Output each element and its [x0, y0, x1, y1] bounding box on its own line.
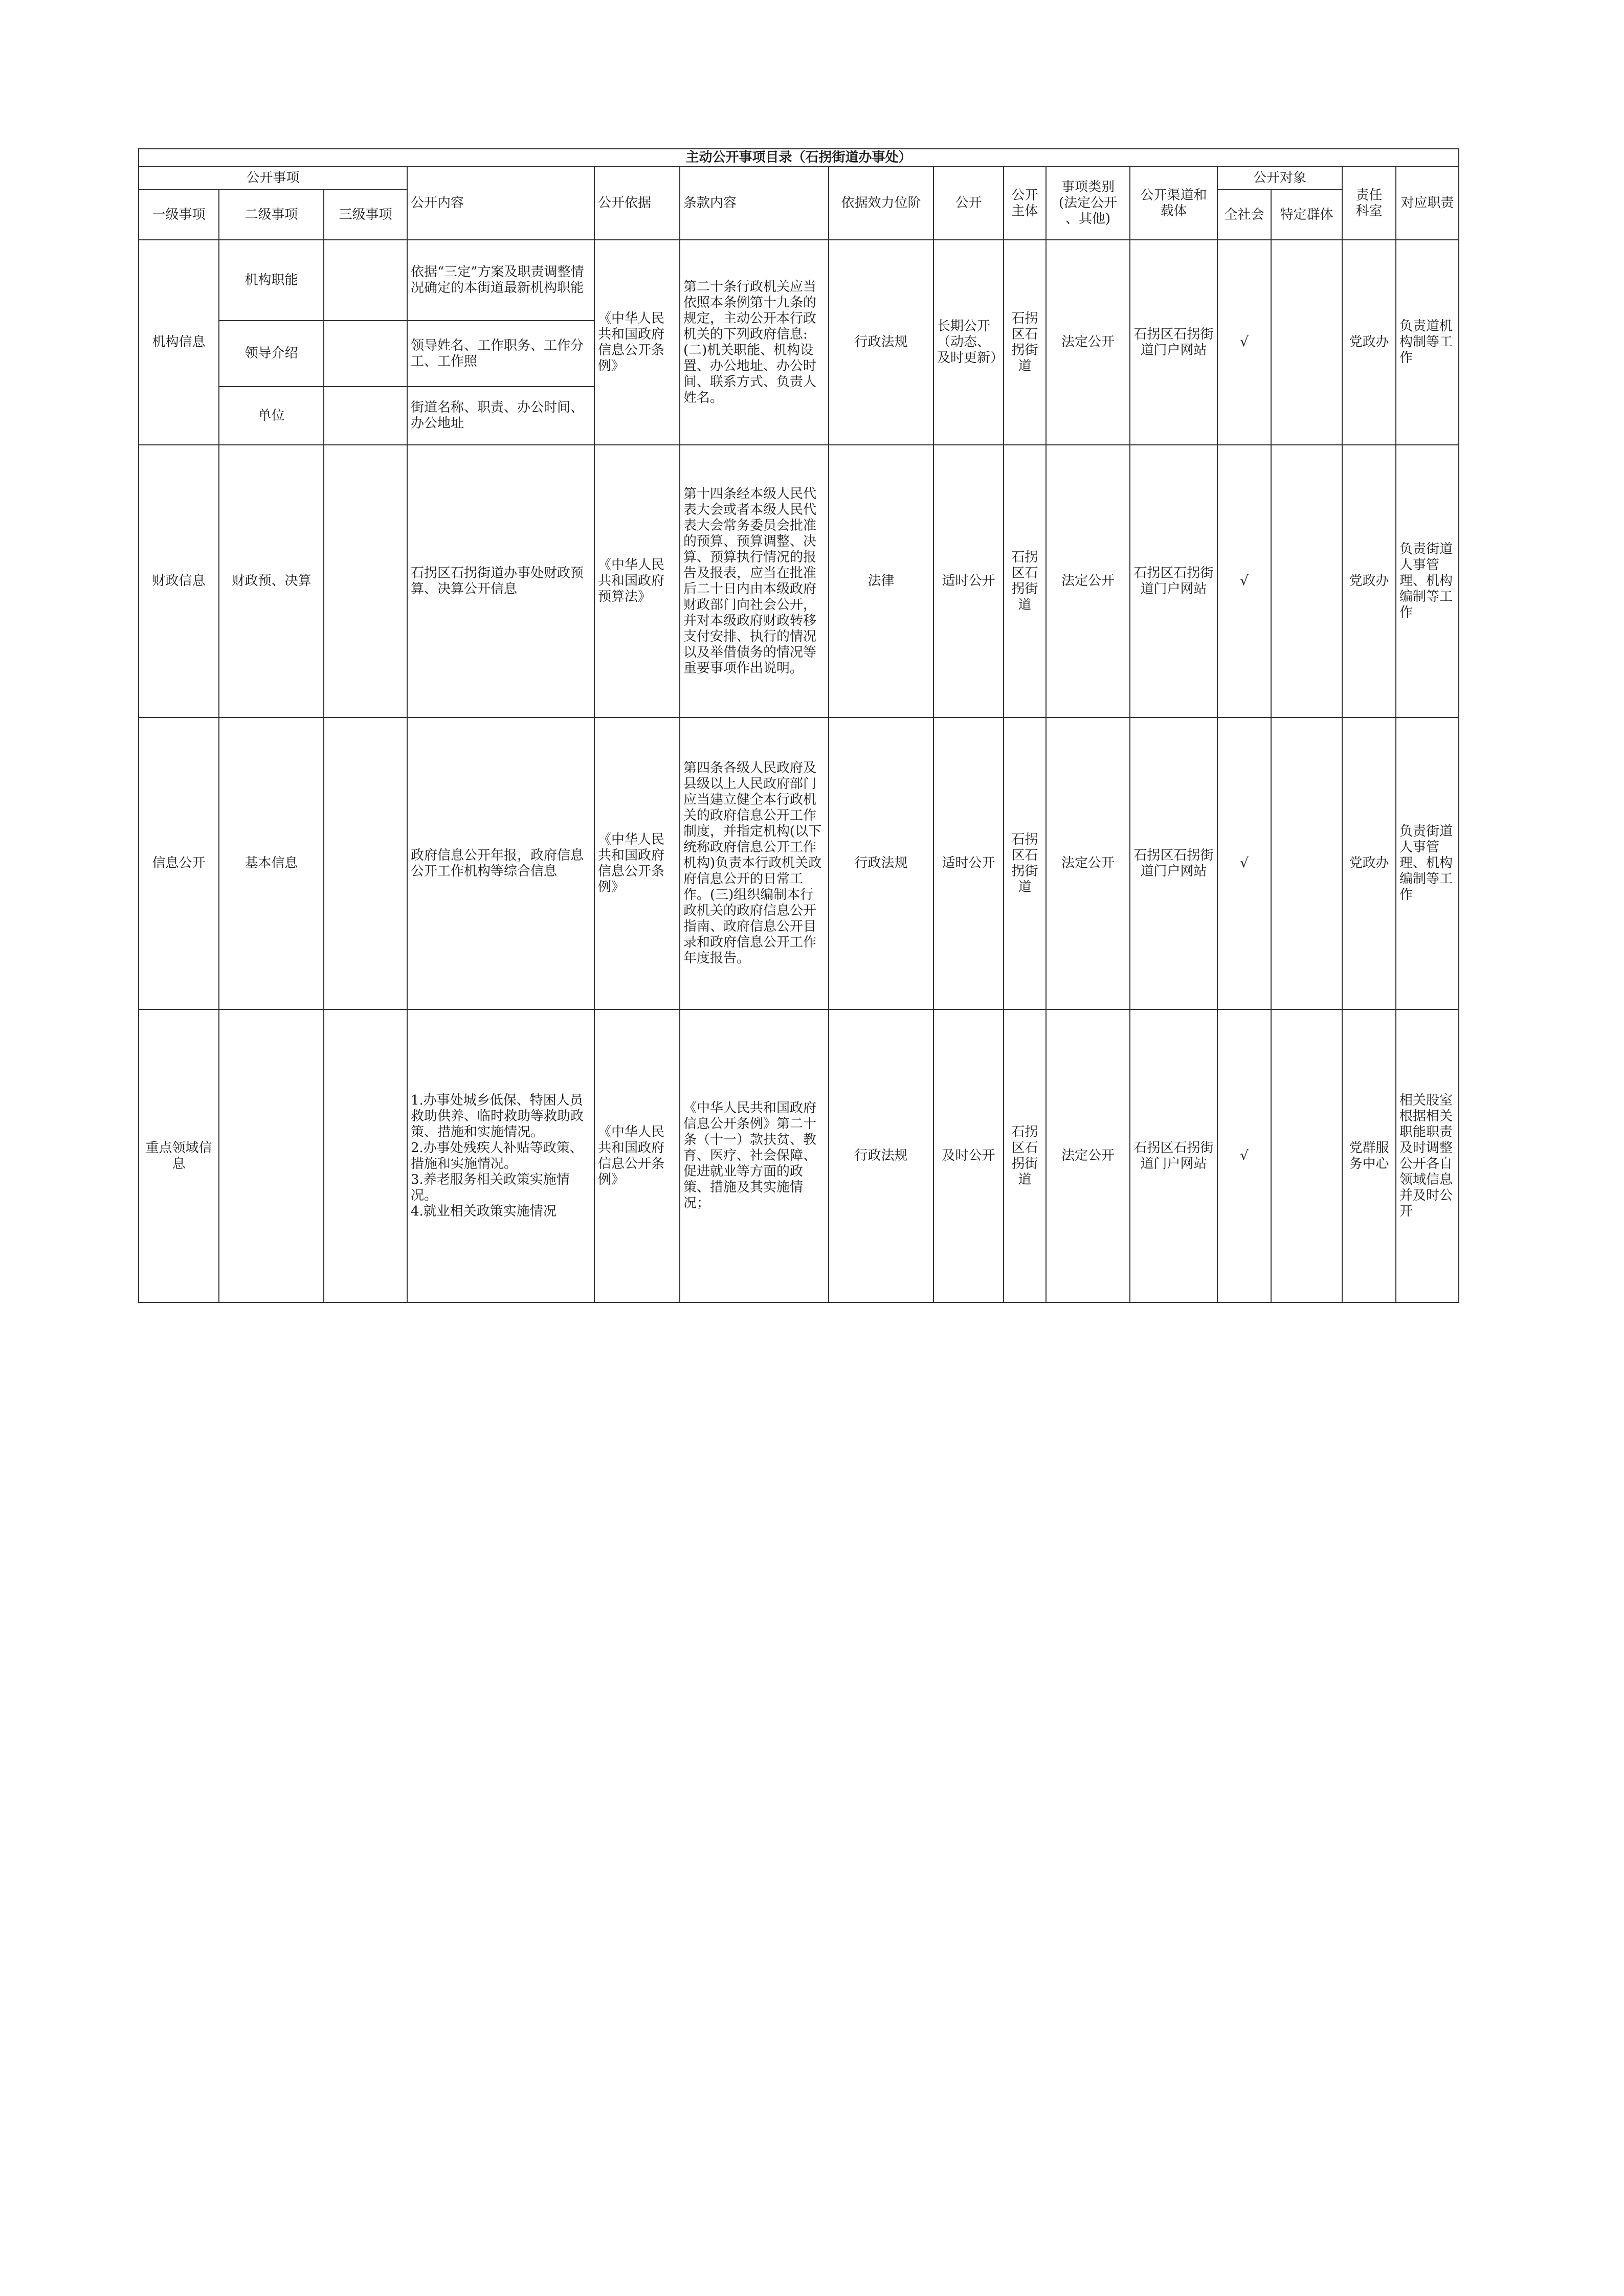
header-group-target: 公开对象 [1217, 167, 1342, 190]
header-subject: 公开 主体 [1004, 167, 1046, 240]
cell-clause: 第二十条行政机关应当依照本条例第十九条的规定，主动公开本行政机关的下列政府信息:(二)机关职能、机构设置、办公地址、办公时间、联系方式、负责人姓名。 [680, 240, 829, 445]
cell-all-society: √ [1217, 1009, 1271, 1302]
cell-legal-level: 行政法规 [829, 717, 933, 1009]
header-row-1 [139, 167, 1459, 190]
cell-clause: 第四条各级人民政府及县级以上人民政府部门应当建立健全本行政机关的政府信息公开工作制度，并指定机构(以下统称政府信息公开工作机构)负责本行政机关政府信息公开的日常工作。(三)组织编制本行政机关的政府信息公开指南、政府信息公开目录和政府信息公开工作年度报告。 [680, 717, 829, 1009]
cell-duty: 负责道机构制等工作 [1396, 240, 1459, 445]
table-row [139, 240, 1459, 321]
cell-content: 政府信息公开年报，政府信息公开工作机构等综合信息 [407, 717, 594, 1009]
cell-basis: 《中华人民共和国政府信息公开条例》 [594, 717, 680, 1009]
cell-level1: 重点领域信息 [139, 1009, 219, 1302]
cell-disclose: 适时公开 [933, 717, 1004, 1009]
cell-level2: 领导介绍 [219, 321, 324, 387]
header-level3: 三级事项 [324, 190, 407, 240]
header-content: 公开内容 [407, 167, 594, 240]
cell-subject: 石拐区石拐街道 [1004, 445, 1046, 717]
cell-content: 领导姓名、工作职务、工作分工、工作照 [407, 321, 594, 387]
cell-dept: 党群服务中心 [1342, 1009, 1396, 1302]
cell-subject: 石拐区石拐街道 [1004, 1009, 1046, 1302]
cell-category: 法定公开 [1046, 240, 1130, 445]
cell-channel: 石拐区石拐街道门户网站 [1130, 445, 1217, 717]
cell-content: 石拐区石拐街道办事处财政预算、决算公开信息 [407, 445, 594, 717]
cell-specific-group [1271, 240, 1342, 445]
cell-dept: 党政办 [1342, 445, 1396, 717]
cell-channel: 石拐区石拐街道门户网站 [1130, 240, 1217, 445]
header-channel: 公开渠道和 载体 [1130, 167, 1217, 240]
cell-basis: 《中华人民共和国政府预算法》 [594, 445, 680, 717]
cell-disclose: 及时公开 [933, 1009, 1004, 1302]
header-legal-level: 依据效力位阶 [829, 167, 933, 240]
cell-level2: 基本信息 [219, 717, 324, 1009]
cell-content: 依据“三定”方案及职责调整情况确定的本街道最新机构职能 [407, 240, 594, 321]
cell-content: 1.办事处城乡低保、特困人员救助供养、临时救助等救助政策、措施和实施情况。 2.办事处残疾人补贴等政策、措施和实施情况。 3.养老服务相关政策实施情况。 4.就业相关政策实施情况 [407, 1009, 594, 1302]
header-group-items: 公开事项 [139, 167, 407, 190]
header-basis: 公开依据 [594, 167, 680, 240]
cell-all-society: √ [1217, 445, 1271, 717]
cell-basis: 《中华人民共和国政府信息公开条例》 [594, 1009, 680, 1302]
table-title: 主动公开事项目录（石拐街道办事处） [139, 149, 1459, 167]
cell-subject: 石拐区石拐街道 [1004, 240, 1046, 445]
cell-duty: 负责街道人事管理、机构编制等工作 [1396, 445, 1459, 717]
cell-legal-level: 行政法规 [829, 240, 933, 445]
header-duty: 对应职责 [1396, 167, 1459, 240]
table-title-row [139, 149, 1459, 167]
disclosure-catalog-table [138, 148, 1459, 1303]
cell-channel: 石拐区石拐街道门户网站 [1130, 717, 1217, 1009]
cell-level3 [324, 240, 407, 321]
cell-level1: 信息公开 [139, 717, 219, 1009]
cell-dept: 党政办 [1342, 240, 1396, 445]
header-level2: 二级事项 [219, 190, 324, 240]
cell-level2: 单位 [219, 387, 324, 445]
header-specific-group: 特定群体 [1271, 190, 1342, 240]
cell-clause: 《中华人民共和国政府信息公开条例》第二十条（十一）款扶贫、教育、医疗、社会保障、促进就业等方面的政策、措施及其实施情况； [680, 1009, 829, 1302]
table-row [139, 717, 1459, 1009]
table-row [139, 1009, 1459, 1302]
cell-all-society: √ [1217, 240, 1271, 445]
header-dept: 责任 科室 [1342, 167, 1396, 240]
header-level1: 一级事项 [139, 190, 219, 240]
cell-category: 法定公开 [1046, 1009, 1130, 1302]
cell-channel: 石拐区石拐街道门户网站 [1130, 1009, 1217, 1302]
cell-level1: 财政信息 [139, 445, 219, 717]
cell-level3 [324, 387, 407, 445]
cell-basis: 《中华人民共和国政府信息公开条例》 [594, 240, 680, 445]
cell-level1: 机构信息 [139, 240, 219, 445]
cell-duty: 相关股室根据相关职能职责及时调整公开各自领域信息并及时公开 [1396, 1009, 1459, 1302]
cell-disclose: 适时公开 [933, 445, 1004, 717]
header-category: 事项类别 (法定公开 、其他) [1046, 167, 1130, 240]
cell-disclose: 长期公开（动态、及时更新） [933, 240, 1004, 445]
cell-legal-level: 法律 [829, 445, 933, 717]
table-row [139, 445, 1459, 717]
header-disclose: 公开 [933, 167, 1004, 240]
cell-legal-level: 行政法规 [829, 1009, 933, 1302]
cell-level3 [324, 321, 407, 387]
cell-content: 街道名称、职责、办公时间、办公地址 [407, 387, 594, 445]
cell-level2 [219, 1009, 324, 1302]
cell-clause: 第十四条经本级人民代表大会或者本级人民代表大会常务委员会批准的预算、预算调整、决算、预算执行情况的报告及报表，应当在批准后二十日内由本级政府财政部门向社会公开，并对本级政府财政转移支付安排、执行的情况以及举借债务的情况等重要事项作出说明。 [680, 445, 829, 717]
cell-level2: 机构职能 [219, 240, 324, 321]
cell-category: 法定公开 [1046, 717, 1130, 1009]
cell-subject: 石拐区石拐街道 [1004, 717, 1046, 1009]
cell-level2: 财政预、决算 [219, 445, 324, 717]
header-all-society: 全社会 [1217, 190, 1271, 240]
header-clause: 条款内容 [680, 167, 829, 240]
cell-specific-group [1271, 1009, 1342, 1302]
cell-level3 [324, 1009, 407, 1302]
cell-level3 [324, 717, 407, 1009]
cell-duty: 负责街道人事管理、机构编制等工作 [1396, 717, 1459, 1009]
cell-level3 [324, 445, 407, 717]
cell-specific-group [1271, 445, 1342, 717]
cell-specific-group [1271, 717, 1342, 1009]
cell-all-society: √ [1217, 717, 1271, 1009]
cell-dept: 党政办 [1342, 717, 1396, 1009]
cell-category: 法定公开 [1046, 445, 1130, 717]
